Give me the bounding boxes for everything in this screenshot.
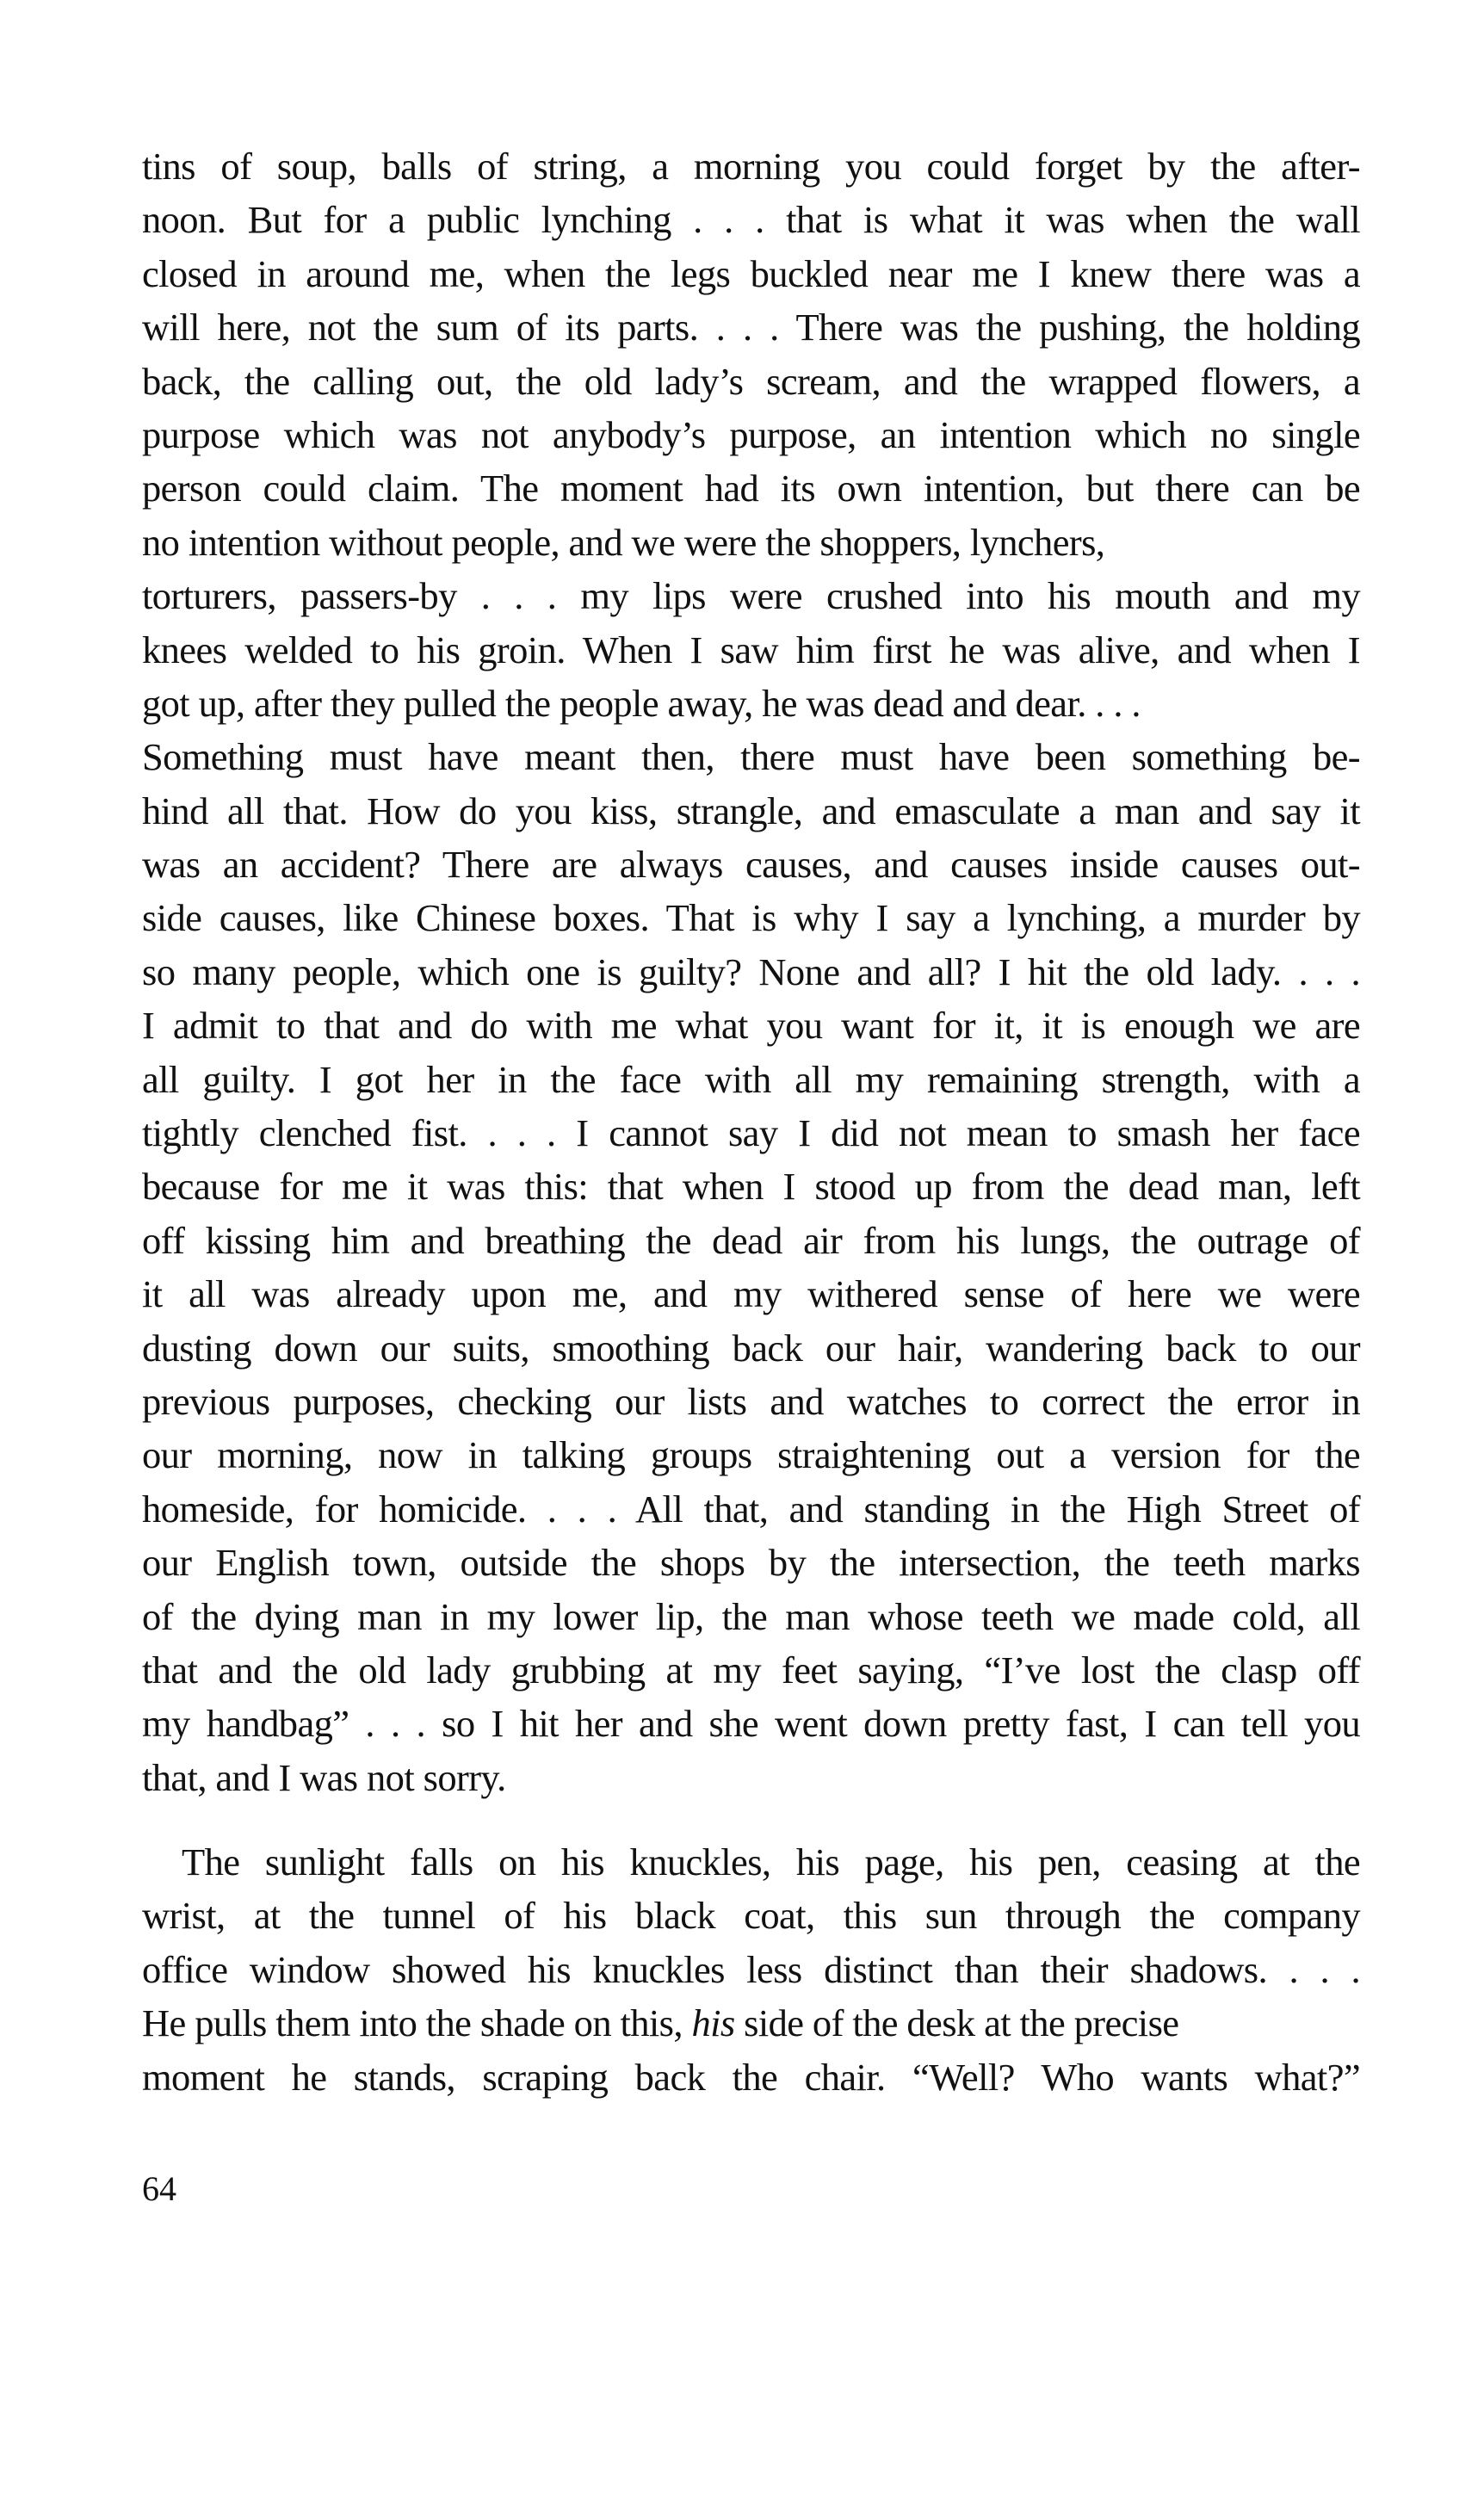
text-line: person could claim. The moment had its own intention, but there can be: [142, 467, 1360, 510]
text-line: was an accident? There are always causes, and causes inside causes out-: [142, 843, 1360, 887]
text-line: our English town, outside the shops by the intersection, the teeth marks: [142, 1541, 1360, 1585]
text-line: previous purposes, checking our lists and watches to correct the error in: [142, 1379, 1360, 1423]
text-line: back, the calling out, the old lady’s scream, and the wrapped flowers, a: [142, 359, 1360, 403]
emphasized-word: his: [691, 2001, 735, 2045]
text-line: that, and I was not sorry.: [142, 1755, 506, 1799]
text-line: [142, 1996, 1360, 2050]
text-line: because for me it was this: that when I stood up from the dead man, left: [142, 1165, 1360, 1209]
text-line: office window showed his knuckles less distinct than their shadows. . . .: [142, 1947, 1360, 1991]
text-line: my handbag” . . . so I hit her and she went down pretty fast, I can tell you: [142, 1702, 1360, 1746]
text-line: noon. But for a public lynching . . . that is what it was when the wall: [142, 198, 1360, 242]
text-line: our morning, now in talking groups straightening out a version for the: [142, 1433, 1360, 1477]
text-line: it all was already upon me, and my withered sense of here we were: [142, 1272, 1360, 1316]
text-line: all guilty. I got her in the face with all my remaining strength, with a: [142, 1057, 1360, 1101]
text-line: got up, after they pulled the people away, he was dead and dear. . . .: [142, 681, 1141, 725]
text-line: I admit to that and do with me what you want for it, it is enough we are: [142, 1004, 1360, 1048]
text-line: The sunlight falls on his knuckles, his page, his pen, ceasing at the: [182, 1840, 1360, 1883]
text-line: purpose which was not anybody’s purpose, an intention which no single: [142, 412, 1360, 456]
text-line: no intention without people, and we were the shoppers, lynchers,: [142, 520, 1105, 564]
text-segment: He pulls them into the shade on this,: [142, 2001, 692, 2045]
text-line: moment he stands, scraping back the chair. “Well? Who wants what?”: [142, 2055, 1360, 2099]
text-line: torturers, passers-by . . . my lips were crushed into his mouth and my: [142, 574, 1360, 618]
text-line: off kissing him and breathing the dead air from his lungs, the outrage of: [142, 1218, 1360, 1262]
text-line: closed in around me, when the legs buckled near me I knew there was a: [142, 251, 1360, 295]
text-line: so many people, which one is guilty? None and all? I hit the old lady. . . .: [142, 949, 1360, 993]
paragraph: [142, 1835, 1360, 2104]
text-line: hind all that. How do you kiss, strangle, and emasculate a man and say it: [142, 789, 1360, 832]
text-line: of the dying man in my lower lip, the man whose teeth we made cold, all: [142, 1594, 1360, 1638]
text-line: tightly clenched fist. . . . I cannot say I did not mean to smash her face: [142, 1111, 1360, 1155]
text-line: wrist, at the tunnel of his black coat, this sun through the company: [142, 1894, 1360, 1938]
text-line: that and the old lady grubbing at my feet saying, “I’ve lost the clasp off: [142, 1648, 1360, 1692]
text-line: knees welded to his groin. When I saw him first he was alive, and when I: [142, 628, 1360, 671]
text-line: tins of soup, balls of string, a morning you could forget by the after-: [142, 145, 1360, 188]
text-line: homeside, for homicide. . . . All that, and standing in the High Street of: [142, 1487, 1360, 1531]
text-line: dusting down our suits, smoothing back our hair, wandering back to our: [142, 1326, 1360, 1370]
text-line: will here, not the sum of its parts. . . . There was the pushing, the holding: [142, 306, 1360, 349]
paragraph: [142, 139, 1360, 1804]
text-segment: side of the desk at the precise: [734, 2001, 1179, 2045]
text-line: side causes, like Chinese boxes. That is why I say a lynching, a murder by: [142, 896, 1360, 940]
page-number: 64: [142, 2169, 176, 2208]
text-line: Something must have meant then, there must have been something be-: [142, 735, 1360, 779]
